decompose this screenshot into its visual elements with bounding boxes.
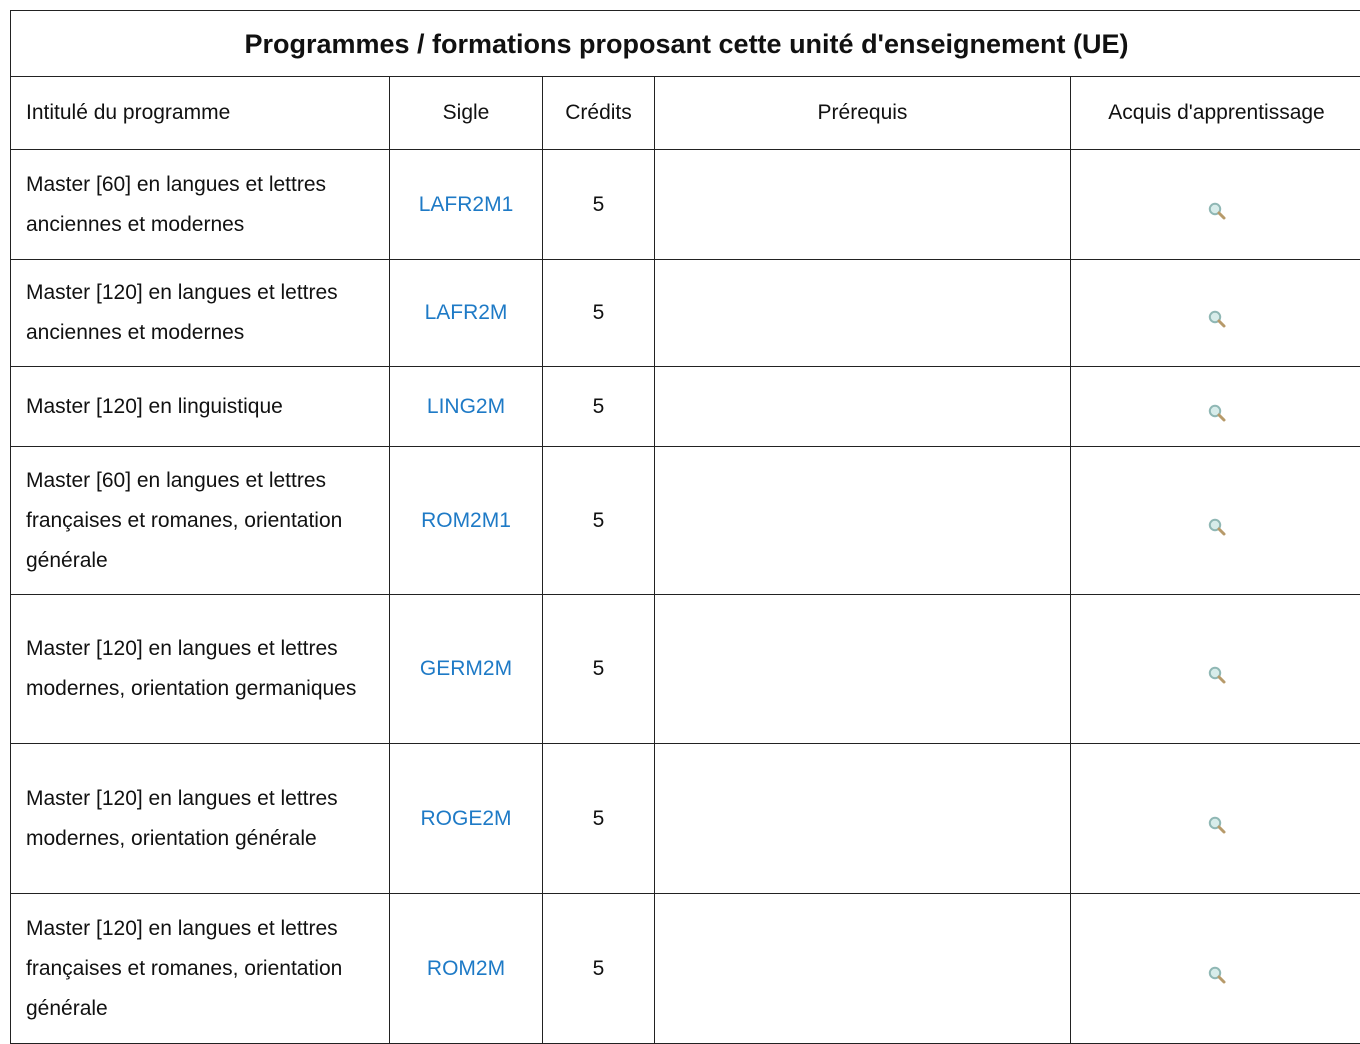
program-code-link[interactable]: GERM2M <box>420 657 512 680</box>
program-code-cell <box>390 744 543 894</box>
program-code-link[interactable]: LING2M <box>427 395 505 418</box>
programs-table <box>10 10 1360 1044</box>
program-credits: 5 <box>543 744 655 894</box>
program-code-link[interactable]: LAFR2M1 <box>419 193 514 216</box>
table-row <box>11 744 1360 894</box>
program-code-link[interactable]: ROM2M1 <box>421 509 511 532</box>
header-credits: Crédits <box>543 77 655 150</box>
program-title: Master [120] en linguistique <box>11 367 390 447</box>
outcomes-cell <box>1071 894 1360 1044</box>
program-title: Master [60] en langues et lettres françaises et romanes, orientation générale <box>11 447 390 595</box>
table-header-row <box>11 77 1360 150</box>
program-credits: 5 <box>543 894 655 1044</box>
program-code-cell <box>390 447 543 595</box>
table-row <box>11 367 1360 447</box>
program-prereq <box>655 150 1071 260</box>
program-prereq <box>655 595 1071 744</box>
table-row <box>11 447 1360 595</box>
program-code-link[interactable]: ROGE2M <box>420 807 511 830</box>
outcomes-cell <box>1071 744 1360 894</box>
magnifier-icon[interactable] <box>1207 511 1227 531</box>
program-credits: 5 <box>543 367 655 447</box>
program-code-cell <box>390 260 543 367</box>
header-program: Intitulé du programme <box>11 77 390 150</box>
table-row <box>11 260 1360 367</box>
header-prereq: Prérequis <box>655 77 1071 150</box>
outcomes-cell <box>1071 447 1360 595</box>
program-title: Master [120] en langues et lettres anciennes et modernes <box>11 260 390 367</box>
table-row <box>11 894 1360 1044</box>
program-prereq <box>655 367 1071 447</box>
outcomes-cell <box>1071 260 1360 367</box>
magnifier-icon[interactable] <box>1207 809 1227 829</box>
magnifier-icon[interactable] <box>1207 303 1227 323</box>
program-title: Master [120] en langues et lettres modernes, orientation germaniques <box>11 595 390 744</box>
header-outcomes: Acquis d'apprentissage <box>1071 77 1360 150</box>
outcomes-cell <box>1071 595 1360 744</box>
program-credits: 5 <box>543 150 655 260</box>
program-prereq <box>655 744 1071 894</box>
program-prereq <box>655 447 1071 595</box>
magnifier-icon[interactable] <box>1207 195 1227 215</box>
program-code-cell <box>390 595 543 744</box>
magnifier-icon[interactable] <box>1207 959 1227 979</box>
program-code-cell <box>390 150 543 260</box>
program-title: Master [60] en langues et lettres anciennes et modernes <box>11 150 390 260</box>
table-row <box>11 595 1360 744</box>
program-code-cell <box>390 367 543 447</box>
program-title: Master [120] en langues et lettres françaises et romanes, orientation générale <box>11 894 390 1044</box>
header-code: Sigle <box>390 77 543 150</box>
program-code-cell <box>390 894 543 1044</box>
magnifier-icon[interactable] <box>1207 659 1227 679</box>
program-code-link[interactable]: LAFR2M <box>425 301 508 324</box>
program-code-link[interactable]: ROM2M <box>427 957 505 980</box>
outcomes-cell <box>1071 367 1360 447</box>
program-credits: 5 <box>543 447 655 595</box>
magnifier-icon[interactable] <box>1207 397 1227 417</box>
outcomes-cell <box>1071 150 1360 260</box>
program-title: Master [120] en langues et lettres modernes, orientation générale <box>11 744 390 894</box>
table-title-row <box>11 11 1360 77</box>
program-credits: 5 <box>543 260 655 367</box>
program-prereq <box>655 894 1071 1044</box>
program-prereq <box>655 260 1071 367</box>
program-credits: 5 <box>543 595 655 744</box>
table-title: Programmes / formations proposant cette unité d'enseignement (UE) <box>11 11 1360 77</box>
table-row <box>11 150 1360 260</box>
